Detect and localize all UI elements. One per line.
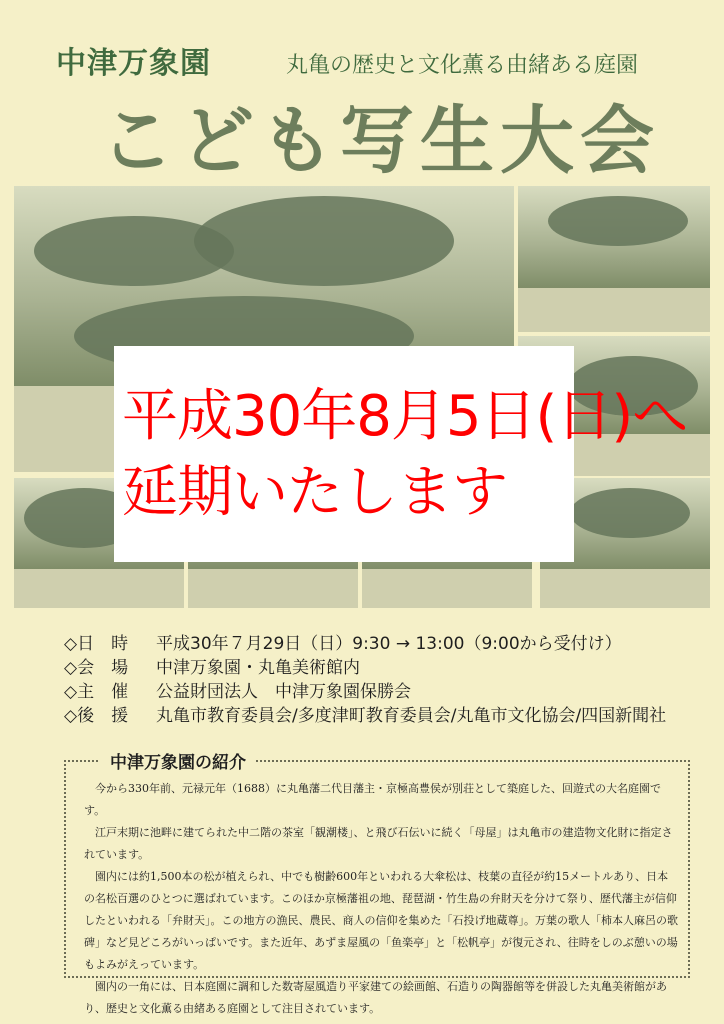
garden-name: 中津万象園 [56,46,211,81]
info-row-sponsors [64,704,704,728]
intro-paragraph: 園内の一角には、日本庭園に調和した数寄屋風造り平家建ての絵画館、石造りの陶器館等を併設した丸亀美術館があり、歴史と文化薫る由緒ある庭園として注目されています。 [84,980,667,1015]
header-subtitle: 丸亀の歴史と文化薫る由緒ある庭園 [286,53,639,78]
notice-line-1: 平成30年8月5日(日)へ [122,384,688,449]
info-value: 公益財団法人 中津万象園保勝会 [156,682,411,702]
info-row-venue [64,656,704,680]
info-value: 中津万象園・丸亀美術館内 [156,658,360,678]
notice-line-2: 延期いたします [122,460,507,525]
intro-title: 中津万象園の紹介 [100,748,256,773]
info-label: ◇後 援 [64,706,129,726]
intro-paragraph: 今から330年前、元禄元年（1688）に丸亀藩二代目藩主・京極高豊侯が別荘として築庭した、回遊式の大名庭園です。 [84,782,661,817]
info-label: ◇会 場 [64,658,129,678]
info-value: 丸亀市教育委員会/多度津町教育委員会/丸亀市文化協会/四国新聞社 [156,706,667,726]
intro-text [84,778,678,1020]
info-label: ◇主 催 [64,682,129,702]
event-title: こども写生大会 [100,98,660,184]
intro-paragraph: 江戸末期に池畔に建てられた中二階の茶室「観潮楼」、と飛び石伝いに続く「母屋」は丸亀市の建造物文化財に指定されています。 [84,826,673,861]
info-label: ◇日 時 [64,634,129,654]
event-info [64,632,704,728]
info-value: 平成30年７月29日（日）9:30 → 13:00（9:00から受付け） [156,634,622,654]
postponement-notice [114,346,688,562]
info-row-date [64,632,704,656]
intro-paragraph: 園内には約1,500本の松が植えられ、中でも樹齢600年といわれる大傘松は、枝葉の直径が約15メートルあり、日本の名松百選のひとつに選ばれています。このほか京極藩祖の地、琵琶湖・竹生島の弁財天を分けて祭り、歴代藩主が信仰したといわれる「弁財天」。この地方の漁民、農民、商人の信仰を集めた「石投げ地蔵尊」。万葉の歌人「柿本人麻呂の歌碑」など見どころがいっぱいです。また近年、あずま屋風の「鱼楽亭」と「松帆亭」が復元され、往時をしのぶ憩いの場もよみがえっています。 [84,870,678,971]
photo-pond [518,186,710,332]
info-row-organizer [64,680,704,704]
